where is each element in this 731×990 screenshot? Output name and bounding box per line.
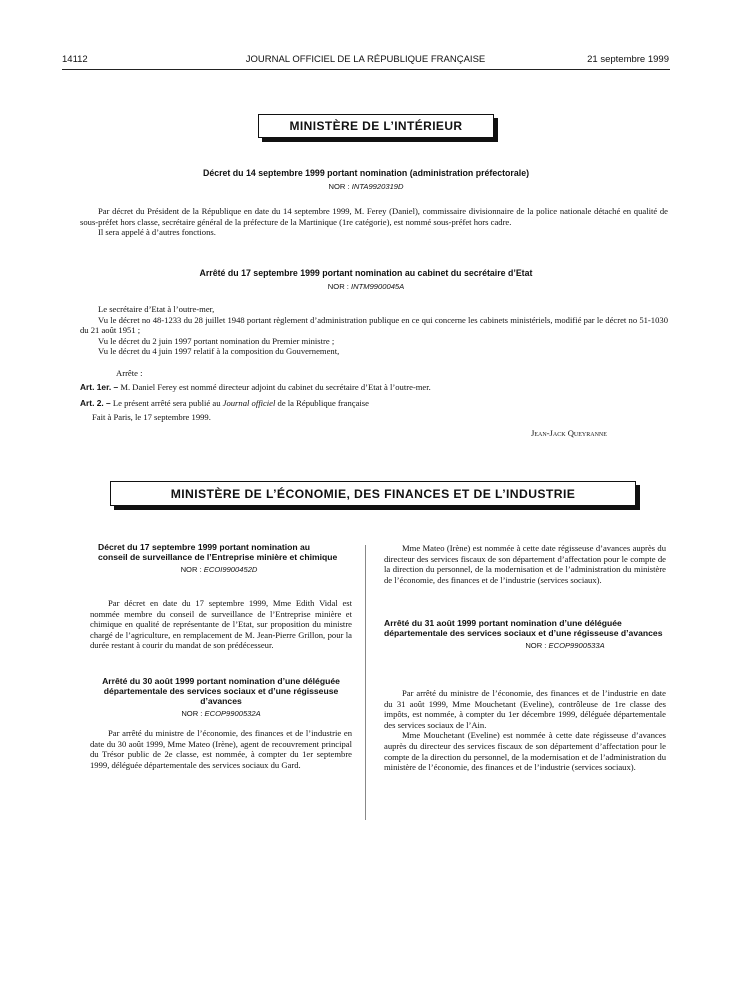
decree-paragraph: Par décret du Président de la République en date du 14 septembre 1999, M. Ferey (Daniel), commissaire divisionnaire de la police nationale détaché en qualité de sous-préfet hors classe, secrétaire général de la préfecture de la Martinique (1re catégorie), est nommé sous-préfet hors cadre. bbox=[80, 206, 668, 227]
decree-body bbox=[80, 206, 668, 238]
arrete-30-nor: NOR : ECOP9900532A bbox=[181, 709, 261, 718]
decree-title: Décret du 14 septembre 1999 portant nomination (administration préfectorale) bbox=[202, 168, 530, 178]
decree-2-nor: NOR : ECOI9900452D bbox=[180, 565, 258, 574]
arrete-31-title: Arrêté du 31 août 1999 portant nomination d’une déléguée départementale des services sociaux et d’une régisseuse d’avances bbox=[384, 618, 663, 638]
arrete-title: Arrêté du 17 septembre 1999 portant nomination au cabinet du secrétaire d’Etat bbox=[199, 268, 533, 278]
right-column-continuation bbox=[384, 543, 666, 585]
arrete-31-body bbox=[384, 688, 666, 773]
arrete-30-title: Arrêté du 30 août 1999 portant nomination d’une déléguée départementale des services sociaux et d’une régisseuse d’avances bbox=[102, 676, 340, 706]
signature: Jean-Jack Queyranne bbox=[531, 428, 607, 438]
arrete-30-body bbox=[90, 728, 352, 770]
decree-nor: NOR : INTA9920319D bbox=[328, 182, 404, 191]
journal-title: JOURNAL OFFICIEL DE LA RÉPUBLIQUE FRANÇAISE bbox=[245, 54, 486, 65]
continuation-paragraph: Mme Mateo (Irène) est nommée à cette date régisseuse d’avances auprès du directeur des services fiscaux de son département d’affectation pour le compte de la direction du personnel, de la modernisation et de l’administration du ministère de l’économie, des finances et de l’industrie (services sociaux). bbox=[384, 543, 666, 585]
ministry-heading-interieur: MINISTÈRE DE L’INTÉRIEUR bbox=[258, 114, 494, 138]
article-1: Art. 1er. – M. Daniel Ferey est nommé directeur adjoint du cabinet du secrétaire d’Etat à l’outre-mer. bbox=[80, 382, 431, 392]
decree-2-title: Décret du 17 septembre 1999 portant nomination au conseil de surveillance de l’Entreprise minière et chimique bbox=[98, 542, 338, 562]
visa-line: Le secrétaire d’Etat à l’outre-mer, bbox=[98, 304, 215, 314]
left-column bbox=[90, 542, 348, 574]
arrete-31-paragraph: Par arrêté du ministre de l’économie, des finances et de l’industrie en date du 31 août 1999, Mme Mouchetant (Eveline), contrôleuse de 1re classe des impôts, est nommée, à compter du 1er décembre 1999, déléguée départementale des services sociaux de l’Ain. bbox=[384, 688, 666, 730]
ministry-heading-economie: MINISTÈRE DE L’ÉCONOMIE, DES FINANCES ET DE L’INDUSTRIE bbox=[110, 481, 636, 506]
visa-line: Vu le décret du 2 juin 1997 portant nomination du Premier ministre ; bbox=[98, 335, 335, 346]
decree-2-body bbox=[90, 598, 352, 651]
arrete-31-block bbox=[384, 618, 666, 650]
article-2: Art. 2. – Le présent arrêté sera publié au Journal officiel de la République française bbox=[80, 398, 369, 408]
done-at: Fait à Paris, le 17 septembre 1999. bbox=[92, 412, 211, 422]
column-divider bbox=[365, 545, 366, 820]
arrete-label: Arrête : bbox=[116, 368, 143, 378]
page-number: 14112 bbox=[62, 54, 88, 65]
header-rule bbox=[62, 69, 670, 70]
arrete-nor: NOR : INTM9900045A bbox=[327, 282, 405, 291]
arrete-31-paragraph-2: Mme Mouchetant (Eveline) est nommée à cette date régisseuse d’avances auprès du directeur des services fiscaux de son département d’affectation pour le compte de la direction du personnel, de la modernisation et de l’administration du ministère de l’économie, des finances et de l’industrie (services sociaux). bbox=[384, 730, 666, 773]
arrete-31-nor: NOR : ECOP9900533A bbox=[525, 641, 605, 650]
issue-date: 21 septembre 1999 bbox=[587, 54, 669, 65]
arrete-30-paragraph: Par arrêté du ministre de l’économie, des finances et de l’industrie en date du 30 août 1999, Mme Mateo (Irène), agent de recouvrement principal du Trésor public de 2e classe, est nommée, à compter du 1er septembre 1999, déléguée départementale des services sociaux du Gard. bbox=[90, 728, 352, 770]
visa-line: Vu le décret no 48-1233 du 28 juillet 1948 portant règlement d’administration publique en ce qui concerne les cabinets ministériels, modifié par le décret no 51-1030 du 21 août 1951 ; bbox=[80, 314, 668, 336]
decree-2-paragraph: Par décret en date du 17 septembre 1999, Mme Edith Vidal est nommée membre du conseil de surveillance de l’Entreprise minière et chimique en qualité de représentante de l’Etat, sur proposition du ministre chargé de l’agriculture, en remplacement de M. Jean-Pierre Grillon, pour la durée restant à courir du mandat de son prédécesseur. bbox=[90, 598, 352, 651]
decree-paragraph-2: Il sera appelé à d’autres fonctions. bbox=[98, 227, 216, 238]
visa-line: Vu le décret du 4 juin 1997 relatif à la composition du Gouvernement, bbox=[98, 346, 340, 357]
arrete-visas bbox=[80, 304, 668, 357]
arrete-30-block bbox=[90, 676, 352, 718]
